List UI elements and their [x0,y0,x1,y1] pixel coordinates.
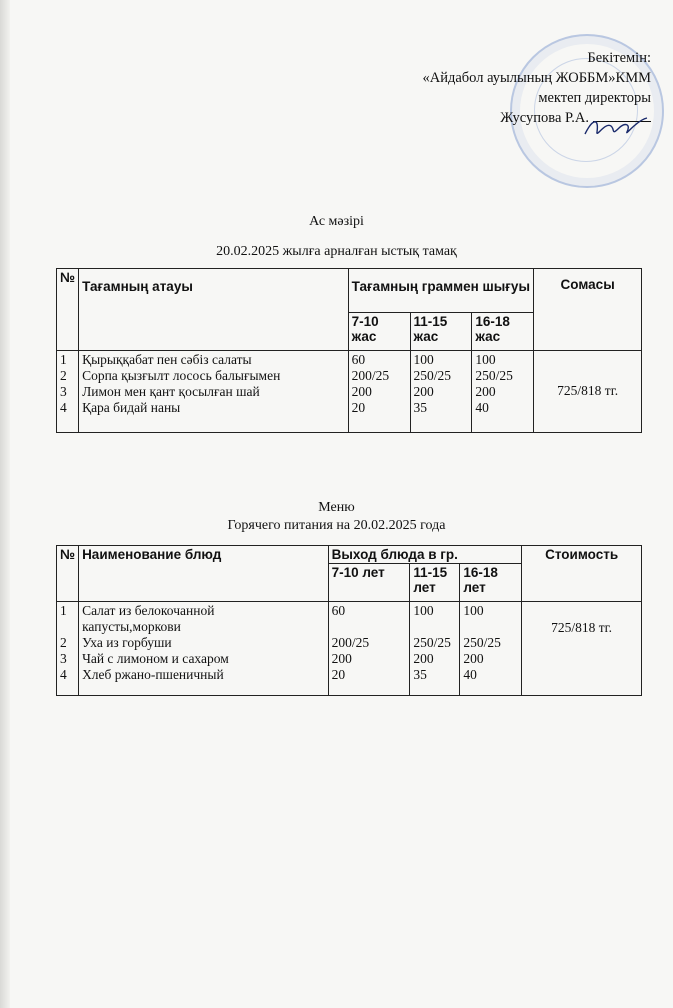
kz-weight-value: 200/25 [351,368,390,383]
kz-weight-value: 250/25 [475,368,513,383]
ru-row-num: 3 [60,651,67,666]
ru-age-11-15-column [410,602,460,696]
approval-position: мектеп директоры [538,90,651,106]
ru-weight-value: 35 [413,667,427,682]
kz-row-num: 2 [60,368,67,383]
kz-dish-name: Қырыққабат пен сәбіз салаты [82,352,252,367]
ru-row-spacer [413,619,456,635]
kz-row-num: 4 [60,400,67,415]
ru-weight-value: 250/25 [463,635,501,650]
director-signature [581,112,651,140]
kz-dish-column [79,351,349,433]
kz-weight-value: 200 [351,384,372,399]
kz-age-16-18-column [472,351,534,433]
kz-header-age-11-15: 11-15 жас [410,313,472,351]
ru-header-price: Стоимость [522,546,642,602]
ru-row-spacer [332,619,407,635]
kz-num-column [57,351,79,433]
ru-weight-value: 200 [331,651,352,666]
kz-dish-name: Лимон мен қант қосылған шай [82,384,260,399]
ru-header-age-16-18: 16-18 лет [460,564,522,602]
ru-dish-name: Хлеб ржано-пшеничный [82,667,224,682]
ru-weight-value: 200 [413,651,434,666]
kz-weight-value: 35 [413,400,428,415]
ru-menu-title: Меню [318,500,355,515]
ru-num-column [57,602,79,696]
approval-school: «Айдабол ауылының ЖОББМ»КММ [422,70,651,86]
ru-dish-name: Уха из горбуши [82,635,172,650]
ru-menu-subtitle: Горячего питания на 20.02.2025 года [227,518,446,533]
ru-header-age-7-10: 7-10 лет [328,564,410,602]
kz-header-age-7-10: 7-10 жас [348,313,410,351]
ru-weight-value: 250/25 [413,635,451,650]
kz-header-num: № [57,269,79,351]
ru-weight-value: 20 [331,667,346,682]
ru-dish-column [79,602,329,696]
kz-dish-name: Сорпа қызғылт лосось балығымен [82,368,281,383]
kz-weight-value: 200 [475,384,496,399]
kz-weight-value: 200 [413,384,434,399]
kz-weight-value: 60 [351,352,366,367]
kz-header-age-16-18: 16-18 жас [472,313,534,351]
kz-weight-value: 20 [351,400,366,415]
kz-header-weight: Тағамның граммен шығуы [348,269,534,313]
kz-header-name: Тағамның атауы [79,269,349,351]
kz-weight-value: 100 [475,352,496,367]
ru-row-spacer [463,619,518,635]
ru-dish-name: Чай с лимоном и сахаром [82,651,229,666]
ru-weight-value: 100 [463,603,484,618]
approval-heading: Бекітемін: [587,50,651,66]
ru-age-16-18-column [460,602,522,696]
kz-weight-value: 250/25 [413,368,452,383]
kz-age-7-10-column [348,351,410,433]
kz-dish-name: Қара бидай наны [82,400,181,415]
kz-menu-subtitle: 20.02.2025 жылға арналған ыстық тамақ [216,244,457,259]
kz-price: 725/818 тг. [534,351,642,433]
ru-menu-table [56,545,642,696]
ru-weight-value: 100 [413,603,434,618]
ru-header-num: № [57,546,79,602]
ru-dish-name: Салат из белокочанной капусты,моркови [82,603,215,634]
ru-header-age-11-15: 11-15 лет [410,564,460,602]
kz-row-num: 1 [60,352,67,367]
ru-row-num: 4 [60,667,67,682]
kz-weight-value: 100 [413,352,434,367]
kz-weight-value: 40 [475,400,489,415]
ru-price: 725/818 тг. [522,602,642,696]
kz-header-price: Сомасы [534,269,642,351]
ru-weight-value: 200/25 [331,635,370,650]
kz-menu-table [56,268,642,433]
kz-menu-title: Ас мәзірі [309,214,364,229]
ru-age-7-10-column [328,602,410,696]
ru-weight-value: 60 [331,603,346,618]
ru-weight-value: 40 [463,667,477,682]
kz-age-11-15-column [410,351,472,433]
ru-weight-value: 200 [463,651,484,666]
ru-header-weight: Выход блюда в гр. [328,546,522,564]
kz-row-num: 3 [60,384,67,399]
approval-director-name: Жусупова Р.А. [500,110,589,126]
ru-header-name: Наименование блюд [79,546,329,602]
ru-row-spacer [60,619,75,635]
ru-row-num: 1 [60,603,67,618]
ru-row-num: 2 [60,635,67,650]
